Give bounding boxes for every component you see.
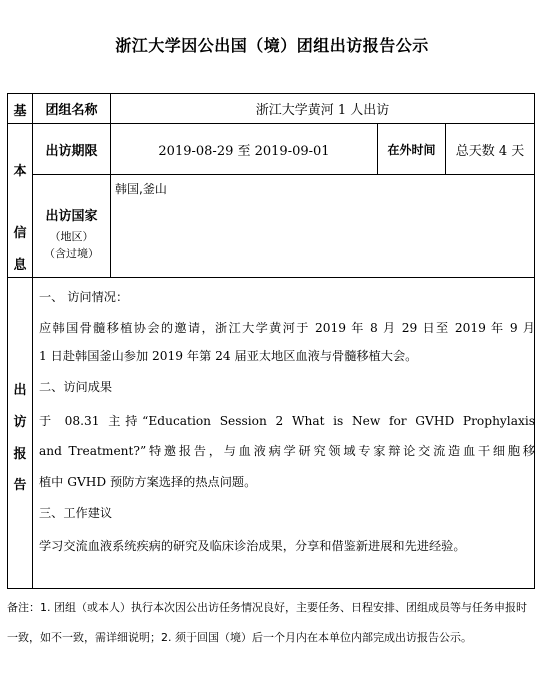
report-heading: 二、访问成果 [39, 380, 113, 394]
visit-period-label: 出访期限 [45, 143, 98, 159]
section-label-char: 报 [13, 447, 27, 462]
country-label-sub: （含过境） [44, 247, 99, 260]
report-paragraph-line: 应韩国骨髓移植协会的邀请，浙江大学黄河于 2019 年 8 月 29 日至 2019 年 9 月 [39, 321, 535, 335]
time-abroad-label: 在外时间 [387, 142, 436, 157]
time-abroad-value: 总天数 4 天 [455, 143, 525, 159]
report-paragraph-line: and Treatment?”特邀报告，与血液病学研究领域专家辩论交流造血干细胞移 [39, 444, 535, 458]
country-value: 韩国,釜山 [115, 182, 167, 196]
footnote-line: 备注：1. 团组（或本人）执行本次因公出访任务情况良好，主要任务、日程安排、团组成员等与任务申报时 [7, 601, 527, 614]
country-label-cell [33, 175, 110, 277]
report-table [7, 93, 535, 589]
country-label: 出访国家 [45, 209, 98, 224]
report-paragraph-line: 学习交流血液系统疾病的研究及临床诊治成果，分享和借鉴新进展和先进经验。 [39, 539, 466, 553]
report-heading: 三、工作建议 [39, 506, 113, 520]
section-label-char: 出 [13, 383, 27, 398]
report-paragraph-line: 1 日赴韩国釜山参加 2019 年第 24 届亚太地区血液与骨髓移植大会。 [39, 349, 418, 363]
country-label-sub: （地区） [49, 230, 94, 243]
page-title: 浙江大学因公出国（境）团组出访报告公示 [115, 36, 429, 55]
section-label-char: 基 [13, 104, 27, 119]
visit-period-value: 2019-08-29 至 2019-09-01 [158, 143, 330, 159]
group-name-label: 团组名称 [45, 103, 98, 118]
section-label-char: 访 [13, 415, 27, 430]
report-paragraph-line: 植中 GVHD 预防方案选择的热点问题。 [39, 475, 257, 489]
group-name-value: 浙江大学黄河 1 人出访 [255, 103, 390, 118]
report-paragraph-line: 于 08.31 主持“Education Session 2 What is New for GVHD Prophylaxis [39, 414, 535, 428]
footnote-line: 一致，如不一致，需详细说明；2. 须于回国（境）后一个月内在本单位内部完成出访报告公示。 [7, 631, 472, 644]
section-label-char: 信 [13, 226, 27, 241]
section-label-char: 本 [13, 164, 27, 179]
section-label-char: 告 [13, 478, 27, 493]
report-heading: 一、 访问情况： [39, 290, 129, 304]
row-divider [8, 277, 534, 278]
section-label-char: 息 [13, 258, 27, 273]
